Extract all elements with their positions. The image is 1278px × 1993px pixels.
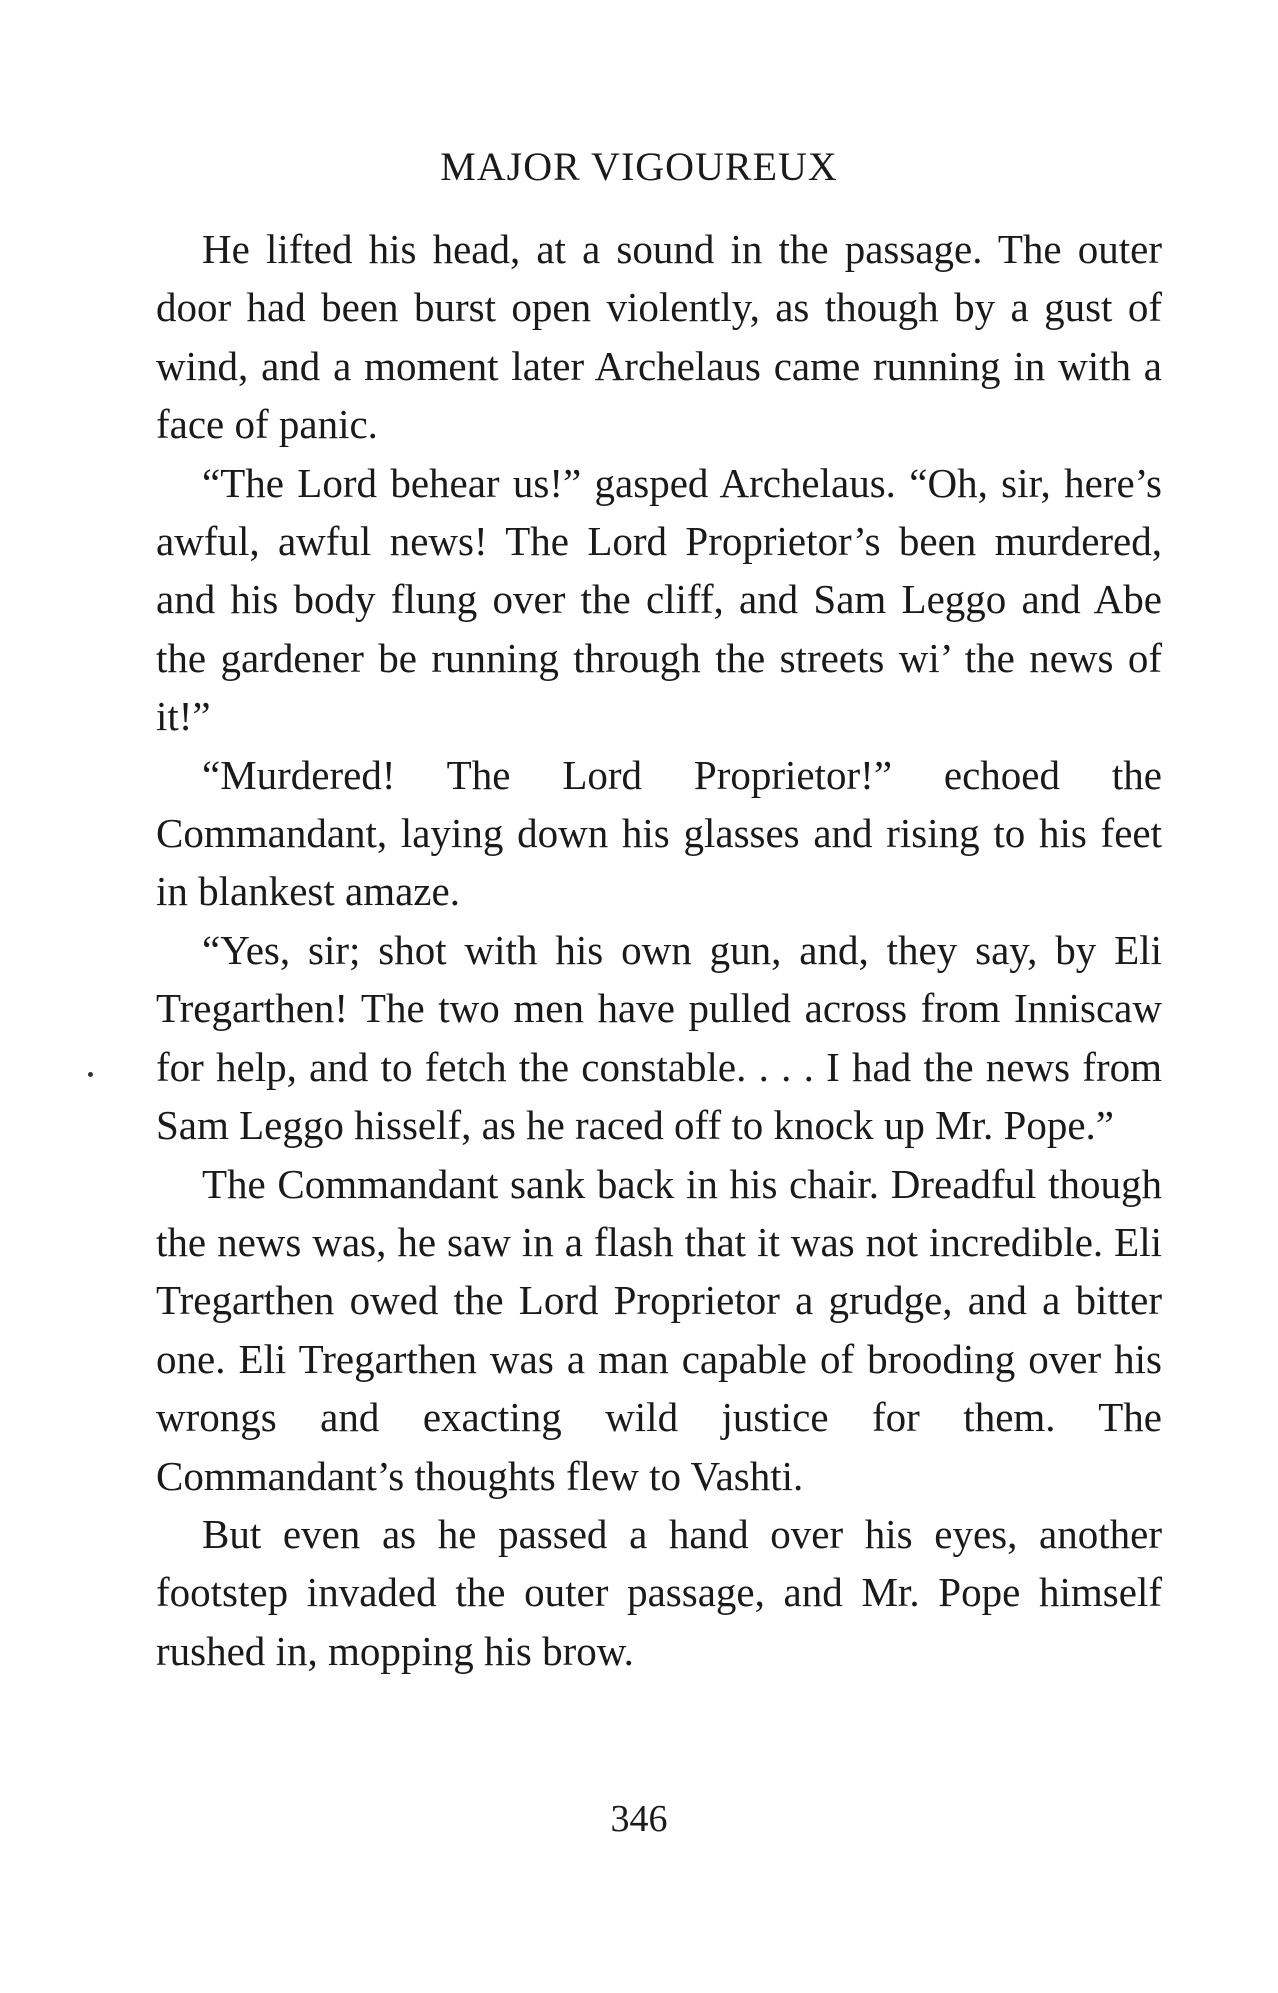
paragraph-1: He lifted his head, at a sound in the passage. The outer door had been burst open violently, as though by a gust of wind, and a moment later Archelaus came running in with a face of panic. [156, 226, 1162, 448]
page-number: 346 [610, 1798, 668, 1840]
paragraph-4: “Yes, sir; shot with his own gun, and, they say, by Eli Tregarthen! The two men have pulled across from Inniscaw for help, and to fetch the constable. . . . I had the news from Sam Leggo hisself, as he raced off to knock up Mr. Pope.” [156, 926, 1162, 1149]
paragraph-5: The Commandant sank back in his chair. Dreadful though the news was, he saw in a flash that it was not incredible. Eli Tregarthen owed the Lord Proprietor a grudge, and a bitter one. Eli Tregarthen was a man capable of brooding over his wrongs and exacting wild justice for them. The Commandant’s thoughts flew to Vashti. [156, 1160, 1162, 1499]
running-head: MAJOR VIGOUREUX [440, 144, 838, 189]
paragraph-2: “The Lord behear us!” gasped Archelaus. “Oh, sir, here’s awful, awful news! The Lord Proprietor’s been murdered, and his body flung over the cliff, and Sam Leggo and Abe the gardener be running through the streets wi’ the news of it!” [156, 459, 1162, 740]
paragraph-6: But even as he passed a hand over his eyes, another footstep invaded the outer passage, and Mr. Pope himself rushed in, mopping his brow. [156, 1510, 1162, 1674]
body-text [156, 220, 1162, 1680]
paragraph-3: “Murdered! The Lord Proprietor!” echoed the Commandant, laying down his glasses and rising to his feet in blankest amaze. [156, 751, 1162, 915]
print-speck [88, 1072, 93, 1077]
